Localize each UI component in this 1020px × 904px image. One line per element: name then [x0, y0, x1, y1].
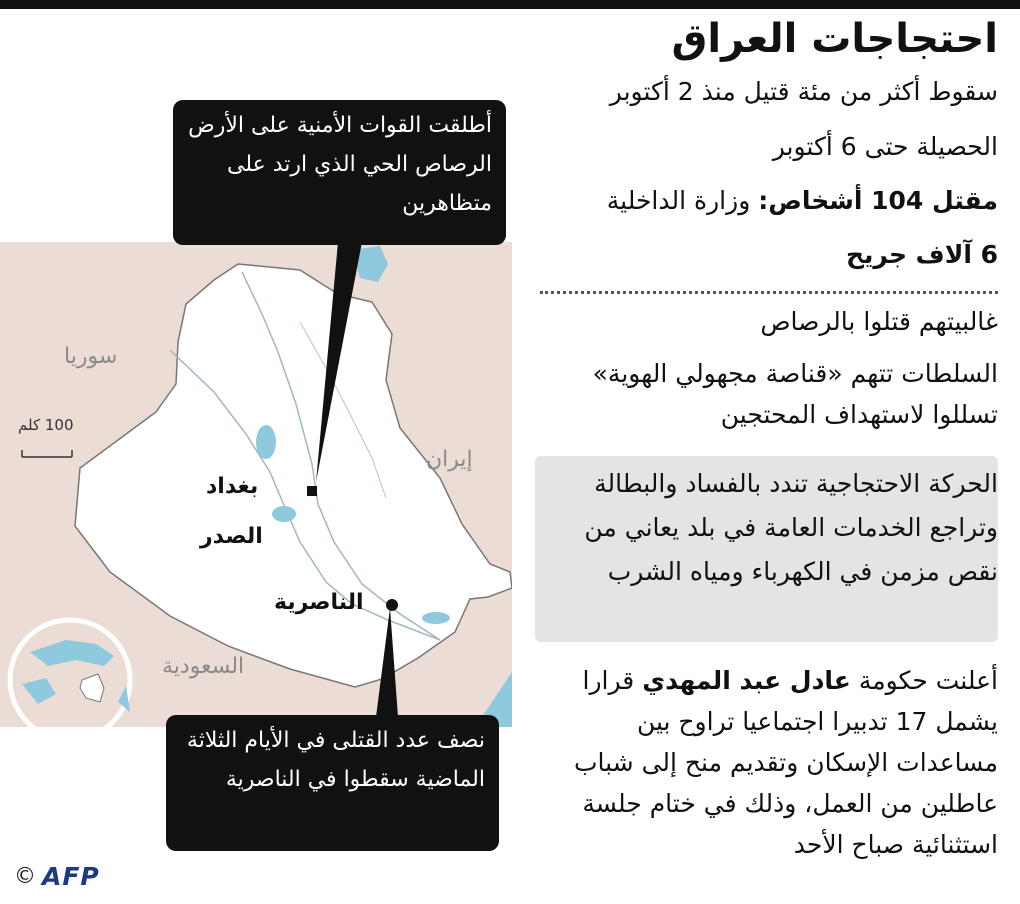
label-iran: إيران: [426, 447, 473, 472]
gov-after: قرارا يشمل 17 تدبيرا اجتماعيا تراوح بين مساعدات الإسكان وتقديم منح إلى شباب عاطلين من العمل، وذلك في ختام جلسة استثنائية صباح الأحد: [573, 666, 998, 859]
inset-globe: [10, 620, 130, 727]
callout-nasiriyah: نصف عدد القتلى في الأيام الثلاثة الماضية سقطوا في الناصرية: [166, 715, 499, 851]
dotted-divider: [540, 291, 998, 294]
gov-before: أعلنت حكومة: [850, 666, 998, 695]
stat-deaths-count: [607, 181, 998, 221]
detail-bullets: غالبيتهم قتلوا بالرصاص: [760, 307, 998, 336]
stat-toll-date: الحصيلة حتى 6 أكتوبر: [772, 132, 998, 161]
grey-box-text: الحركة الاحتجاجية تندد بالفساد والبطالة وتراجع الخدمات العامة في بلد يعاني من نقص مزمن في الكهرباء ومياه الشرب: [584, 469, 998, 586]
iraq-map: [0, 242, 512, 727]
detail-snipers: السلطات تتهم «قناصة مجهولي الهوية» تسللوا لاستهداف المحتجين: [592, 359, 998, 429]
credits: [14, 862, 100, 891]
copyright-symbol: ©: [14, 864, 36, 889]
razaza-lake: [272, 506, 296, 522]
tharthar-lake: [256, 425, 276, 459]
government-measures: [538, 660, 998, 865]
page-title: احتجاجات العراق: [671, 16, 998, 62]
gov-name: عادل عبد المهدي: [642, 666, 851, 695]
label-baghdad: بغداد: [206, 474, 259, 499]
deaths-source: وزارة الداخلية: [606, 186, 759, 215]
label-nasiriyah: الناصرية: [274, 590, 364, 615]
top-rule: [0, 0, 1020, 9]
stat-injured: 6 آلاف جريح: [845, 240, 998, 269]
deaths-bold: مقتل 104 أشخاص:: [758, 186, 998, 215]
scale-label: 100 كلم: [18, 416, 74, 434]
hammar-marsh: [422, 612, 450, 624]
nasiriyah-marker: [386, 599, 398, 611]
callout-baghdad: أطلقت القوات الأمنية على الأرض الرصاص الحي الذي ارتد على متظاهرين: [173, 100, 506, 245]
label-saudi: السعودية: [162, 654, 245, 679]
label-sadr: الصدر: [200, 524, 263, 549]
label-syria: سوريا: [64, 344, 118, 369]
baghdad-marker: [307, 486, 317, 496]
afp-logo: AFP: [42, 862, 100, 891]
stat-deaths-since: سقوط أكثر من مئة قتيل منذ 2 أكتوبر: [609, 77, 998, 106]
